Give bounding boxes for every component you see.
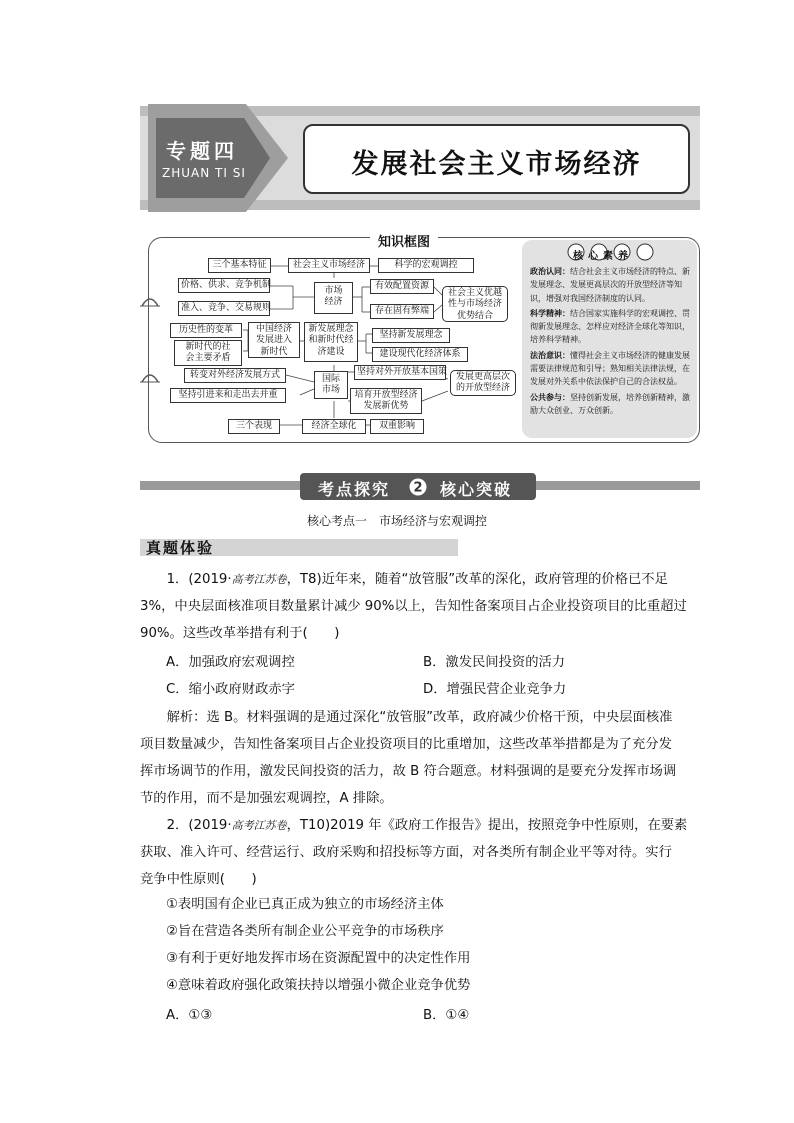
q2-line-2: 获取、准入许可、经营运行、政府采购和招投标等方面，对各类所有制企业平等对待。实行 bbox=[140, 845, 672, 860]
q2-option-a: A．①③ bbox=[166, 1008, 213, 1023]
core-literacy-title: 核心素养 bbox=[573, 251, 633, 262]
q1-number: 1． bbox=[166, 572, 189, 587]
q1-analysis-4: 节的作用，而不是加强宏观调控，A 排除。 bbox=[140, 791, 393, 806]
section-left-label: 考点探究 bbox=[318, 480, 391, 499]
q2-statement-3: ③有利于更好地发挥市场在资源配置中的决定性作用 bbox=[166, 951, 471, 966]
mindmap-node: 存在固有弊端 bbox=[370, 304, 434, 319]
node-line: 和新时代经 bbox=[308, 335, 354, 346]
node-line: 发展新优势 bbox=[363, 401, 409, 412]
core-item bbox=[530, 307, 690, 347]
q1-option-c: C．缩小政府财政赤字 bbox=[166, 682, 295, 697]
mindmap-node: 转变对外经济发展方式 bbox=[184, 368, 286, 383]
core-item-text: 结合社会主义市场经济的特点、新发展理念、发展更高层次的开放型经济等知识，增强对我国经济制度的认同。 bbox=[530, 267, 690, 303]
zhenti-label: 真题体验 bbox=[146, 539, 215, 557]
mindmap-node: 坚持引进来和走出去并重 bbox=[170, 388, 286, 403]
q2-line-1 bbox=[140, 812, 700, 839]
q2-statement-4: ④意味着政府强化政策扶持以增强小微企业竞争优势 bbox=[166, 978, 471, 993]
q1-option-d: D．增强民营企业竞争力 bbox=[423, 682, 567, 697]
mindmap-node-higher-open bbox=[450, 370, 516, 396]
mindmap-node: 三个基本特征 bbox=[208, 258, 271, 273]
mindmap-node: 坚持新发展理念 bbox=[372, 328, 450, 343]
core-item-text: 懂得社会主义市场经济的健康发展需要法律规范和引导；熟知相关法律法规，在发展对外关系中依法保护自己的合法权益。 bbox=[530, 350, 690, 387]
section-number-icon bbox=[408, 477, 428, 497]
q1-analysis-3: 挥市场调节的作用，激发民间投资的活力，故 B 符合题意。材料强调的是要充分发挥市场调 bbox=[140, 764, 677, 779]
core-item-text: 坚持创新发展，培养创新精神，激励大众创业、万众创新。 bbox=[530, 392, 690, 415]
node-line: 优势结合 bbox=[456, 310, 493, 321]
node-line: 发展更高层次 bbox=[455, 372, 510, 382]
node-line: 新发展理念 bbox=[308, 324, 354, 334]
subheading: 核心考点一 市场经济与宏观调控 bbox=[306, 514, 487, 528]
core-item-label: 政治认同： bbox=[530, 267, 570, 276]
mindmap-node: 社会主义市场经济 bbox=[288, 258, 370, 273]
core-literacy-text bbox=[530, 265, 690, 417]
mindmap-node-intl-market bbox=[314, 371, 348, 399]
node-line: 经济 bbox=[324, 297, 343, 308]
core-item bbox=[530, 349, 690, 389]
page-title: 发展社会主义市场经济 bbox=[351, 149, 642, 180]
q1-source: (2019· bbox=[188, 572, 232, 587]
badge-pinyin: ZHUAN TI SI bbox=[162, 166, 246, 180]
q1-source-code: ，T8) bbox=[286, 572, 322, 587]
q2-line-3: 竞争中性原则( ) bbox=[140, 872, 257, 887]
node-line: 中国经济 bbox=[255, 324, 292, 334]
node-line: 新时代 bbox=[260, 346, 288, 357]
title-box bbox=[303, 124, 690, 194]
q2-source-exam: 高考江苏卷 bbox=[231, 819, 287, 832]
mindmap-node-advantage bbox=[442, 286, 508, 322]
q1-line-2: 3%，中央层面核准项目数量累计减少 90%以上，告知性备案项目占企业投资项目的比重超过 bbox=[140, 599, 687, 614]
q1-analysis-1: 解析：选 B。材料强调的是通过深化“放管服”改革，政府减少价格干预，中央层面核准 bbox=[166, 710, 673, 725]
mindmap-node-new-concept bbox=[304, 322, 358, 362]
mindmap-node: 三个表现 bbox=[228, 419, 280, 434]
core-item bbox=[530, 391, 690, 418]
mindmap-node-contradiction bbox=[174, 340, 242, 366]
mindmap-node-market-economy bbox=[314, 282, 353, 314]
node-line: 市场 bbox=[321, 385, 340, 396]
mindmap-node: 经济全球化 bbox=[302, 419, 366, 434]
badge-label: 专题四 bbox=[166, 139, 238, 163]
mindmap-node-china-econ bbox=[248, 322, 300, 358]
q2-source-code: ，T10) bbox=[286, 818, 331, 833]
node-line: 社会主义优越 bbox=[447, 288, 502, 298]
q1-line-1 bbox=[140, 566, 700, 593]
mindmap-node: 双重影响 bbox=[370, 419, 424, 434]
node-line: 济建设 bbox=[317, 346, 345, 357]
node-line: 培育开放型经济 bbox=[354, 390, 418, 400]
node-line: 发展进入 bbox=[255, 335, 292, 346]
node-line: 新时代的社 bbox=[185, 342, 231, 352]
section-right-label: 核心突破 bbox=[440, 480, 513, 499]
node-line: 性与市场经济 bbox=[447, 299, 502, 310]
core-item-label: 法治意识： bbox=[530, 350, 570, 360]
node-line: 市场 bbox=[324, 286, 343, 296]
mindmap-node: 历史性的变革 bbox=[170, 323, 242, 338]
q1-source-exam: 高考江苏卷 bbox=[231, 573, 287, 586]
q2-statement-1: ①表明国有企业已真正成为独立的市场经济主体 bbox=[166, 897, 444, 912]
node-line: 会主要矛盾 bbox=[185, 353, 231, 364]
q1-option-a: A．加强政府宏观调控 bbox=[166, 655, 295, 670]
core-item bbox=[530, 265, 690, 305]
mindmap-node: 建设现代化经济体系 bbox=[372, 347, 468, 362]
core-item-label: 公共参与： bbox=[530, 392, 570, 402]
knowledge-frame-title-text: 知识框图 bbox=[378, 235, 431, 250]
q2-source: (2019· bbox=[188, 818, 232, 833]
q2-statement-2: ②旨在营造各类所有制企业公平竞争的市场秩序 bbox=[166, 924, 444, 939]
mindmap-node: 有效配置资源 bbox=[370, 279, 434, 294]
core-item-label: 科学精神： bbox=[530, 308, 570, 318]
mindmap-node: 坚持对外开放基本国策 bbox=[354, 365, 446, 380]
q2-stem: 2019 年《政府工作报告》提出，按照竞争中性原则，在要素 bbox=[330, 818, 688, 833]
node-line: 的开放型经济 bbox=[455, 383, 510, 394]
mindmap-node: 准入、竞争、交易规则 bbox=[178, 301, 270, 316]
q2-option-b: B．①④ bbox=[423, 1008, 470, 1023]
mindmap-node-cultivate bbox=[350, 388, 422, 414]
q2-number: 2． bbox=[166, 818, 189, 833]
core-item-text: 结合国家实施科学的宏观调控、贯彻新发展理念、怎样应对经济全球化等知识，培养科学精神。 bbox=[530, 308, 690, 345]
q1-analysis-2: 项目数量减少，告知性备案项目占企业投资项目的比重增加，这些改革举措都是为了充分发 bbox=[140, 737, 672, 752]
mindmap-node: 价格、供求、竞争机制 bbox=[178, 278, 270, 293]
node-line: 国际 bbox=[321, 374, 340, 384]
q1-line-3: 90%。这些改革举措有利于( ) bbox=[140, 626, 340, 641]
q1-option-b: B．激发民间投资的活力 bbox=[423, 655, 566, 670]
mindmap-node: 科学的宏观调控 bbox=[378, 258, 474, 273]
section-number: 2 bbox=[413, 480, 423, 496]
q1-stem: 近年来，随着“放管服”改革的深化，政府管理的价格已不足 bbox=[321, 572, 668, 587]
